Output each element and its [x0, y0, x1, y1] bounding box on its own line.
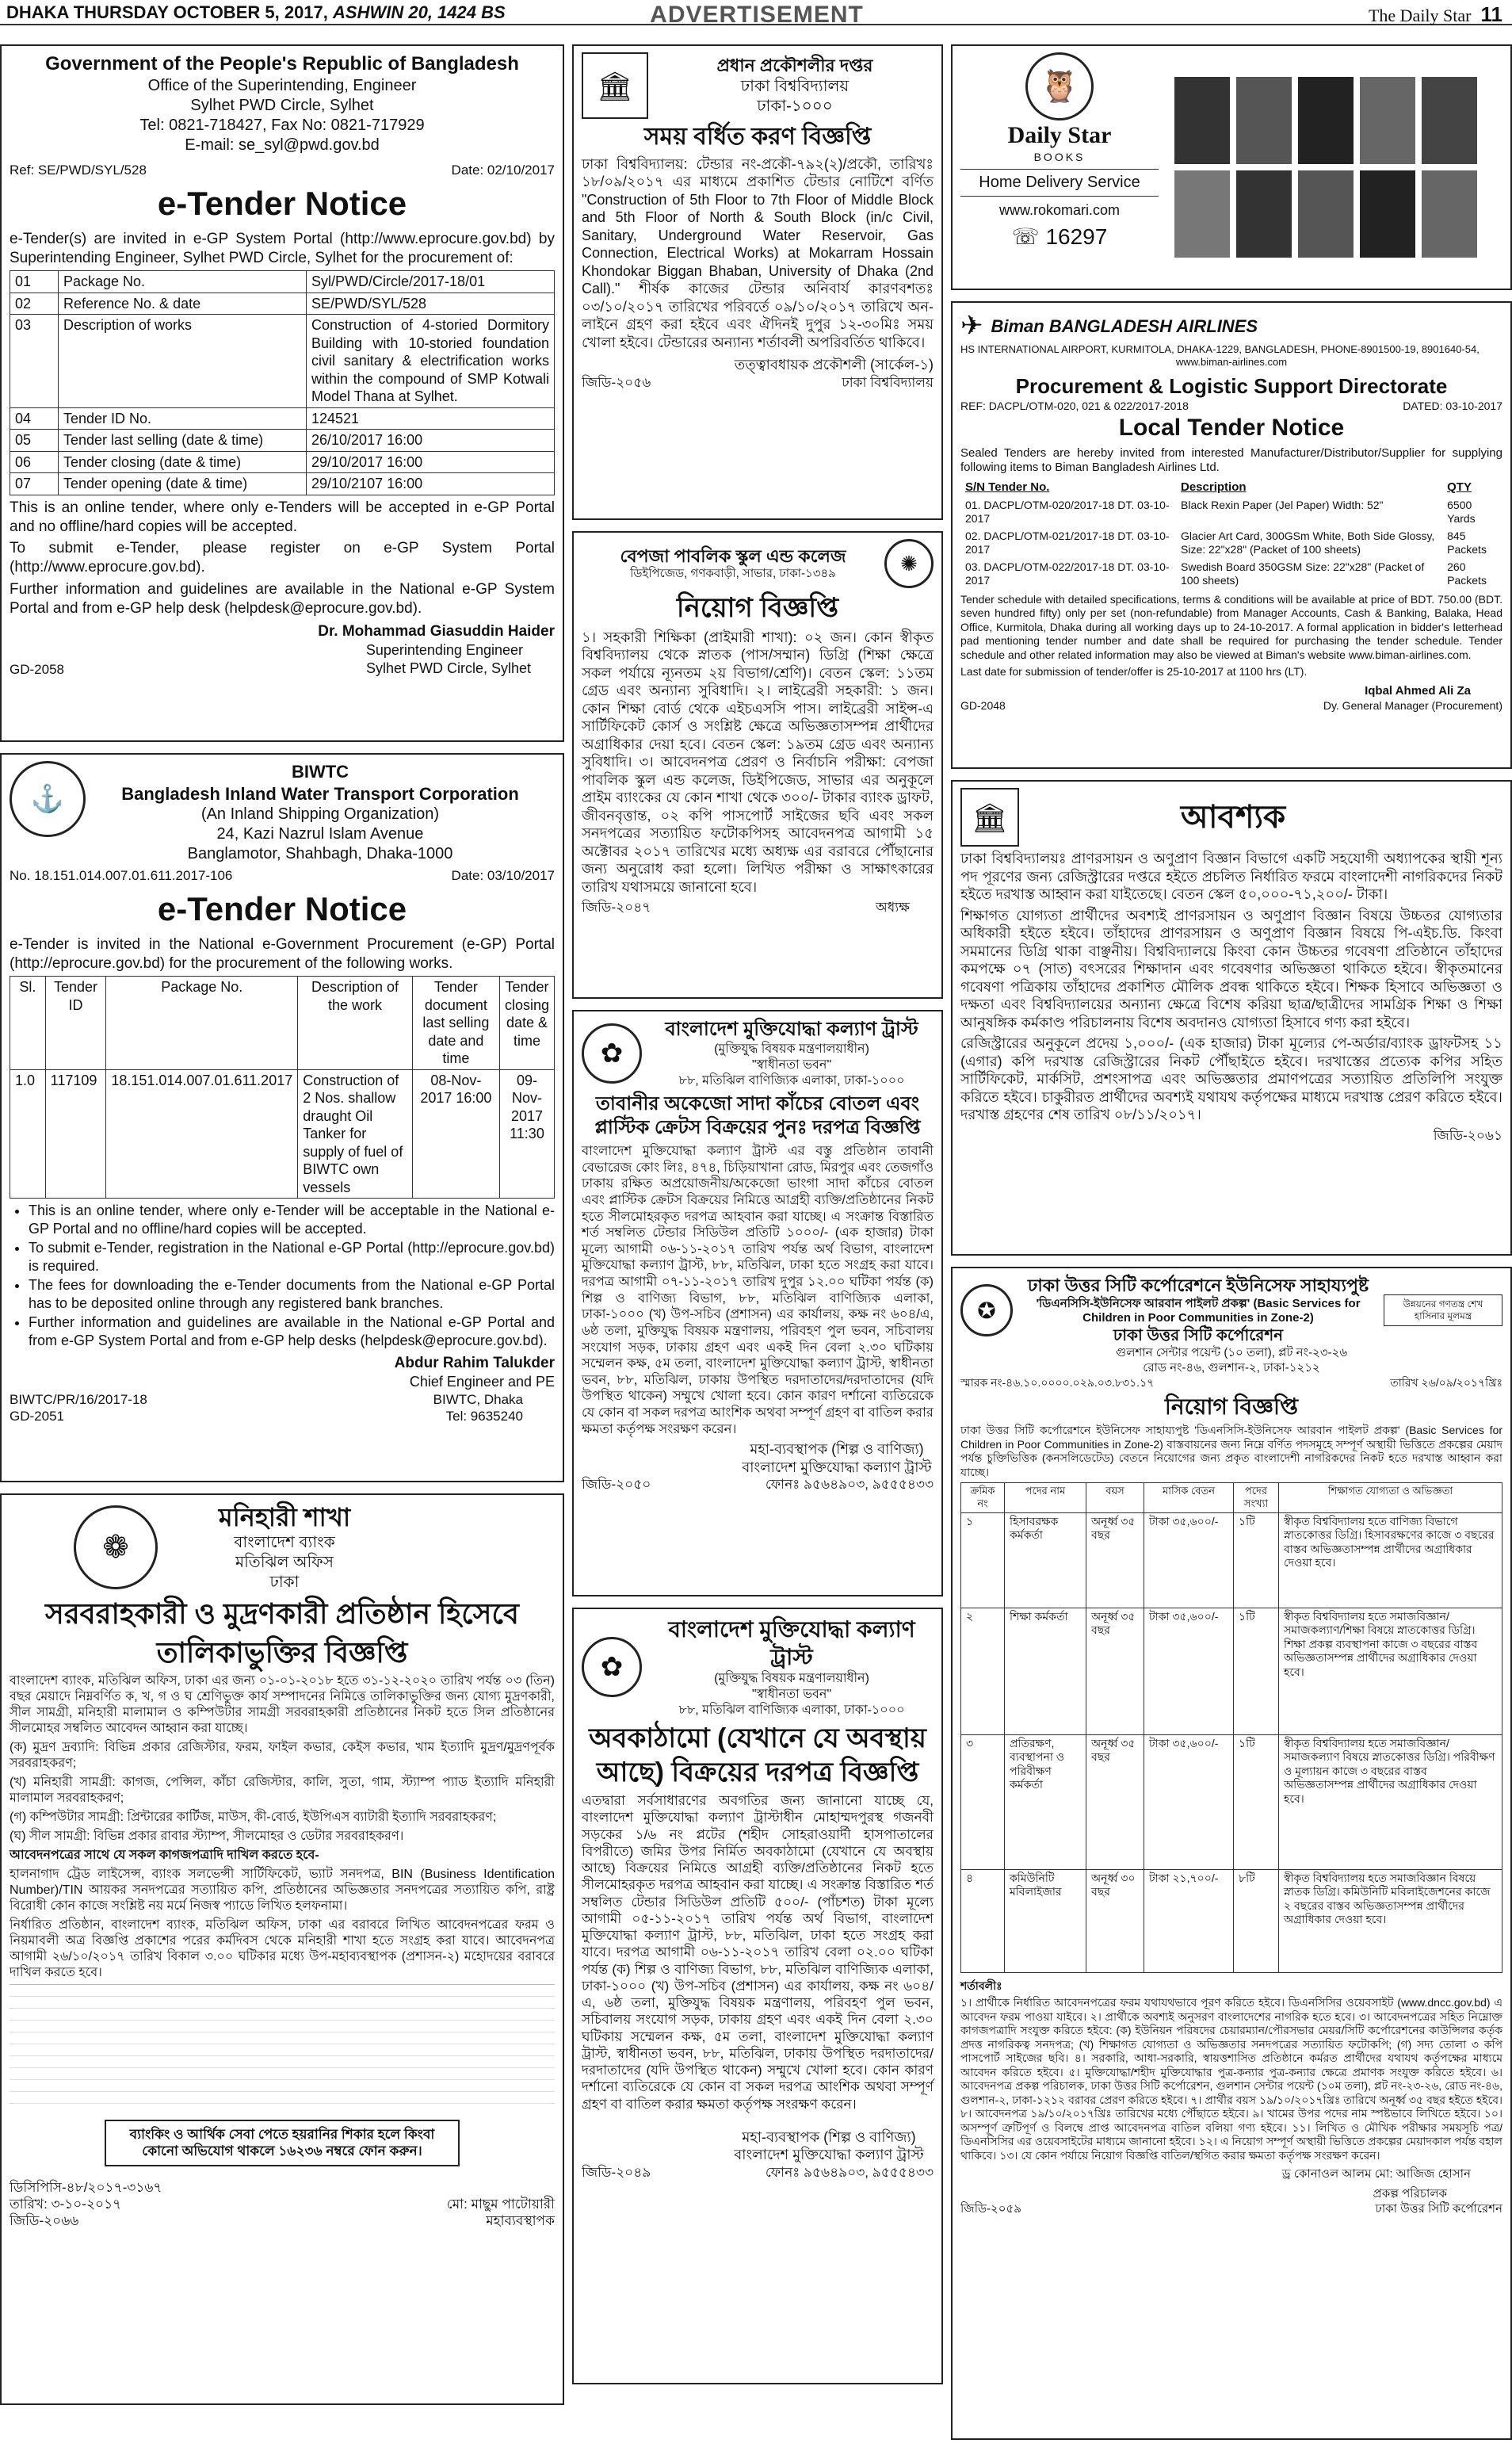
monihari-city: ঢাকা — [269, 1573, 300, 1591]
table-row — [10, 473, 555, 495]
cell: 29/10/2107 16:00 — [307, 473, 555, 495]
book-cover — [1174, 77, 1230, 164]
bepza-headline: নিয়োগ বিজ্ঞপ্তি — [676, 593, 839, 623]
monihari-body2: নির্ধারিত প্রতিষ্ঠান, বাংলাদেশ ব্যাংক, মতিঝিল অফিস, ঢাকা এর বরাবরে লিখিত আবেদনপত্রের ফরম ও নিয়মাবলী অত্র বিজ্ঞপ্তি প্রকাশের পরের কর্মদিবস থেকে মনিহারী শাখা হতে সংগ্রহ করা যাবে। আবেদনপত্র আগামী ২৬/১০/২০১৭ তারিখ বিকাল ৩.০০ ঘটিকার মধ্যে উপ-মহাব্যবস্থাপক (প্রশাসন-২) মহোদয়ের বরাবরে দাখিল করতে হবে। — [10, 1918, 555, 1979]
dstar-phone: 16297 — [1045, 224, 1108, 249]
monihari-helpline-box: ব্যাংকিং ও আর্থিক সেবা পেতে হয়রানির শিকার হলে কিংবা কোনো অভিযোগ থাকলে ১৬২৩৬ নম্বরে ফোন করুন। — [105, 2120, 460, 2166]
mukti2-sig: মহা-ব্যবস্থাপক (শিল্প ও বাণিজ্য) — [742, 2128, 916, 2145]
monihari-title2: তালিকাভুক্তির বিজ্ঞপ্তি — [156, 1636, 408, 1669]
list-item: • To submit e-Tender, registration in the National e-GP Portal (http://eprocure.gov.bd) is required. — [29, 1239, 555, 1275]
dncc-sig: ড্র কোনাওল আলম মো: আজিজ হোসান — [1281, 2167, 1471, 2181]
table-row — [961, 1512, 1502, 1608]
dncc-headline: ঢাকা উত্তর সিটি কর্পোরেশনে ইউনিসেফ সাহায্যপুষ্ট — [1027, 1275, 1369, 1295]
pwd-ref: Ref: SE/PWD/SYL/528 — [10, 163, 147, 178]
biman-dir: Procurement & Logistic Support Directorate — [1015, 374, 1448, 398]
table-row — [961, 1734, 1502, 1869]
cell: হিসাবরক্ষক কর্মকর্তা — [1005, 1512, 1086, 1608]
dncc-date: তারিখ ২৬/০৯/২০১৭খ্রিঃ — [1390, 1375, 1502, 1389]
pwd-tel: Tel: 0821-718427, Fax No: 0821-717929 — [139, 117, 425, 134]
biwtc-sig-office: BIWTC, Dhaka — [433, 1391, 523, 1407]
biwtc-table — [10, 976, 555, 1199]
biman-gd: GD-2048 — [960, 698, 1006, 712]
dncc-memo: স্মারক নং-৪৬.১০.০০০০.০২৯.০৩.৮৩১.১৭ — [960, 1375, 1155, 1389]
dncc-badge: উন্নয়নের গণতন্ত্র শেখ হাসিনার মূলমন্ত্র — [1384, 1294, 1502, 1326]
th: Description — [1181, 480, 1247, 494]
list-item: • This is an online tender, where only e-Tender will be acceptable in the National e-GP Portal and no offline/hard copies will be accepted. — [29, 1202, 555, 1237]
th: Description of the work — [298, 977, 413, 1070]
th: পদের সংখ্যা — [1234, 1483, 1279, 1513]
pwd-office: Office of the Superintending, Engineer — [147, 77, 417, 94]
section-title: ADVERTISEMENT — [650, 2, 864, 28]
chief-gd: জিডি-২০৫৬ — [582, 374, 651, 390]
biman-table — [960, 479, 1502, 590]
cell: ১টি — [1234, 1512, 1279, 1608]
biman-foot — [960, 699, 1502, 713]
th: পদের নাম — [1005, 1483, 1086, 1513]
monihari-title1: সরবরাহকারী ও মুদ্রণকারী প্রতিষ্ঠান হিসেবে — [45, 1597, 519, 1630]
mukti1-phone: ফোনঃ ৯৫৬৪৯০৩, ৯৫৫৫৪৩৩ — [765, 1477, 934, 1493]
mukti2-headline: অবকাঠামো (যেখানে যে অবস্থায় আছে) বিক্রয়ের দরপত্র বিজ্ঞপ্তি — [589, 1723, 926, 1788]
biman-dated: DATED: 03-10-2017 — [1403, 399, 1502, 412]
biman-addr: HS INTERNATIONAL AIRPORT, KURMITOLA, DHAKA-1229, BANGLADESH, PHONE-8901500-19, 8901640-54, — [960, 342, 1480, 355]
biman-last: Last date for submission of tender/offer is 25-10-2017 at 1100 hrs (LT). — [960, 665, 1308, 679]
pwd-sig-name: Dr. Mohammad Giasuddin Haider — [318, 623, 555, 640]
ad-mukti-2 — [572, 1608, 943, 2384]
monihari-branch: মনিহারী শাখা — [218, 1503, 351, 1531]
book-cover — [1422, 170, 1477, 258]
du-qual: শিক্ষাগত যোগ্যতা প্রার্থীদের অবশ্যই প্রাণরসায়ন ও অণুপ্রাণ বিজ্ঞান বিষয়ে উচ্চতর যোগ্যতার অধিকারী হইতে হইবে। তাঁহাদের প্রাণরসায়ন ও অণুপ্রাণ বিজ্ঞান বিষয়ে পি-এইচ.ডি. কিংবা সমমানের ডিগ্রি থাকা বাঞ্ছনীয়। বিশ্ববিদ্যালয়ে কিংবা কোন উচ্চতর গবেষণা প্রতিষ্ঠানে তাঁহাদের কমপক্ষে ০৭ (সাত) বৎসরের শিক্ষাদান এবং গবেষণার অভিজ্ঞতা থাকিতে হইবে। স্বীকৃতমানের গবেষণা পত্রিকায় তাঁহাদের প্রকাশিত মৌলিক প্রবন্ধ থাকিতে হইবে। শিক্ষক হিসাবে অভিজ্ঞতা ও দক্ষতা এবং বিশ্ববিদ্যালয়ের অন্যান্য ক্ষেত্রে বিশেষ করিয়া ছাত্র/ছাত্রীদের সামগ্রিক শিক্ষা ও শিক্ষা আনুষঙ্গিক কর্মকাণ্ড পরিচালনায় বিশেষ অবদানও যোগ্যতা হিসাবে গণ্য করা হইবে। — [960, 907, 1502, 1030]
dncc-sig-office: ঢাকা উত্তর সিটি কর্পোরেশন — [1375, 2201, 1502, 2216]
table-row — [960, 497, 1502, 528]
table-row — [960, 528, 1502, 559]
trust-logo-icon: ✿ — [582, 1023, 642, 1084]
dncc-addr2: রোড নং-৪৬, গুলশান-২, ঢাকা-১২১২ — [1143, 1360, 1320, 1375]
cell: Description of works — [59, 315, 307, 408]
cell: 04 — [10, 407, 59, 430]
cell: কমিউনিটি মবিলাইজার — [1005, 1869, 1086, 1972]
book-cover — [1360, 77, 1415, 164]
dstar-service: Home Delivery Service — [960, 169, 1159, 197]
pwd-intro: e-Tender(s) are invited in e-GP System Portal (http://www.eprocure.gov.bd) by Superintending Engineer, Sylhet PWD Circle, Sylhet for the procurement of: — [10, 230, 555, 266]
biwtc-logo-icon: ⚓ — [10, 761, 86, 837]
monihari-body: বাংলাদেশ ব্যাংক, মতিঝিল অফিস, ঢাকা এর জন্য ০১-০১-২০১৮ হতে ৩১-১২-২০২০ তারিখ পর্যন্ত ০৩ (তিন) বছর মেয়াদে নিম্নবর্ণিত ক, খ, গ ও ঘ শ্রেণিভুক্ত কার্য সম্পাদনের নিমিত্তে তালিকাভুক্তির জন্য যোগ্য মুদ্রণকারী, সীল সামগ্রী, মনিহারী মালামাল ও কম্পিউটার সামগ্রী সরবরাহকারী প্রতিষ্ঠানের নিকট হতে সিল প্রতিষ্ঠানের সীলমোহর সম্বলিত আবেদন আহ্বান করা যাচ্ছে। — [10, 1674, 555, 1735]
du-logo-icon: 🏛 — [582, 52, 648, 119]
owl-logo-icon: 🦉 — [1025, 52, 1094, 120]
pwd-title: e-Tender Notice — [157, 185, 407, 223]
cell: Reference No. & date — [59, 293, 307, 315]
biwtc-addr1: 24, Kazi Nazrul Islam Avenue — [216, 825, 424, 843]
cell: টাকা ৩৫,৬০০/- — [1144, 1734, 1234, 1869]
biwtc-bullets — [10, 1202, 555, 1349]
table-row — [10, 407, 555, 430]
cell: Package No. — [59, 271, 307, 293]
cell: Syl/PWD/Circle/2017-18/01 — [307, 271, 555, 293]
mukti1-gd: জিডি-২০৫০ — [582, 1477, 651, 1493]
cell: অনূর্ধ্ব ৩৫ বছর — [1086, 1734, 1144, 1869]
column-2 — [572, 44, 943, 2396]
dncc-addr: গুলশান সেন্টার পয়েন্ট (১০ তলা), প্লট নং-২৩-২৬ — [1115, 1346, 1348, 1359]
biwtc-gd: GD-2051 — [10, 1408, 64, 1424]
mukti1-sig2: বাংলাদেশ মুক্তিযোদ্ধা কল্যাণ ট্রাস্ট — [742, 1459, 932, 1475]
list-item: • Further information and guidelines are available in the National e-GP Portal and from e-GP System Portal and from e-GP help desks (helpdesk@eprocure.gov.bd). — [29, 1313, 555, 1349]
mukti2-addr: ৮৮, মতিঝিল বাণিজ্যিক এলাকা, ঢাকা-১০০০ — [678, 1703, 905, 1717]
cell: 845 Packets — [1447, 529, 1487, 556]
pwd-date: Date: 02/10/2017 — [451, 163, 555, 178]
ad-mukti-1 — [572, 1010, 943, 1596]
cell: Black Rexin Paper (Jel Paper) Width: 52" — [1181, 498, 1384, 511]
dncc-office: ঢাকা উত্তর সিটি কর্পোরেশন — [1113, 1327, 1284, 1344]
cell: 07 — [10, 473, 59, 495]
chief-foot — [582, 374, 934, 391]
monihari-docs: হালনাগাদ ট্রেড লাইসেন্স, ব্যাংক সলভেন্সী সার্টিফিকেট, ভ্যাট সনদপত্র, BIN (Business Identification Number)/TIN আয়কর সনদপত্রের সত্যায়িত কপি, প্রতিষ্ঠানের অভিজ্ঞতার সনদপত্রের সত্যায়িত কপি, রাষ্ট্র বিরোধী কোন কাজে সংশ্লিষ্ট নয় মর্মে নিজস্ব প্যাডে লিখিত হলফনামা। — [10, 1868, 555, 1913]
cell: ১ — [961, 1512, 1005, 1608]
mukti1-title: বাংলাদেশ মুক্তিযোদ্ধা কল্যাণ ট্রাস্ট — [665, 1019, 918, 1040]
table-row — [10, 451, 555, 473]
biwtc-corp: Bangladesh Inland Water Transport Corporation — [121, 783, 519, 804]
mukti1-sub: (মুক্তিযুদ্ধ বিষয়ক মন্ত্রণালয়াধীন) — [714, 1042, 869, 1056]
mukti2-bhaban: "স্বাধীনতা ভবন" — [751, 1688, 832, 1701]
biman-brand: Biman BANGLADESH AIRLINES — [991, 315, 1258, 336]
monihari-sig: মো: মাছুম পাটোয়ারী — [446, 2196, 555, 2212]
book-cover — [1236, 170, 1292, 258]
dncc-project: 'ডিএনসিসি-ইউনিসেফ আরবান পাইলট প্রকল্প' (Basic Services for Children in Poor Communities in Zone-2) — [1036, 1296, 1361, 1325]
table-header-row — [10, 977, 555, 1070]
cell: শিক্ষা কর্মকর্তা — [1005, 1608, 1086, 1734]
du-body2: রেজিস্ট্রারের অনুকূলে প্রদেয় ১,০০০/- (এক হাজার) টাকা মূল্যের পে-অর্ডার/ব্যাংক ড্রাফটসহ ১১ (এগার) কপি দরখাস্ত রেজিস্ট্রারের নিকট পৌঁছাইতে হইবে। দরখাস্তের প্রত্যেক কপির সহিত সার্টিফিকেট, মার্কসিট, প্রশংসাপত্র এবং অভিজ্ঞতার প্রমাণপত্রের সত্যায়িত প্রতিলিপি সংযুক্ত করিতে হইবে। চাকুরীরত প্রার্থীদের অবশ্যই যথাযথ কর্তৃপক্ষের মাধ্যমে দরখাস্ত প্রেরণ করিতে হইবে। দরখাস্ত গ্রহণের শেষ তারিখ ০৮/১১/২০১৭। — [960, 1035, 1502, 1122]
pwd-sig-title: Superintending Engineer — [365, 642, 523, 658]
monihari-office: মতিঝিল অফিস — [235, 1554, 334, 1571]
book-cover — [1422, 77, 1477, 164]
cell: 05 — [10, 430, 59, 452]
cell: 03 — [10, 315, 59, 408]
cell: Tender opening (date & time) — [59, 473, 307, 495]
table-row — [10, 271, 555, 293]
cell: স্বীকৃত বিশ্ববিদ্যালয় হতে বাণিজ্য বিভাগে স্নাতকোত্তর ডিগ্রি। হিসাবরক্ষণের কাজে ৩ বছরের বাস্তব অভিজ্ঞতাসম্পন্ন প্রার্থীদের অগ্রাধিকার দেওয়া হবে। — [1279, 1512, 1502, 1608]
biwtc-date: Date: 03/10/2017 — [451, 868, 555, 883]
th: S/N Tender No. — [965, 480, 1050, 494]
table-row — [960, 559, 1502, 590]
monihari-bank: বাংলাদেশ ব্যাংক — [234, 1534, 335, 1551]
dateline: DHAKA THURSDAY OCTOBER 5, 2017, — [6, 2, 328, 22]
pwd-refline — [10, 162, 555, 178]
cell: অনূর্ধ্ব ৩৫ বছর — [1086, 1512, 1144, 1608]
du-logo-icon: 🏛 — [960, 788, 1019, 847]
ad-daily-star-books — [951, 44, 1512, 290]
cell: ৮টি — [1234, 1869, 1279, 1972]
mukti2-foot — [582, 2164, 934, 2181]
bepza-foot — [582, 899, 934, 916]
monihari-ref: ডিসিপিসি-৪৮/২০১৭-৩১৬৭ — [10, 2179, 162, 2195]
masthead-date — [6, 2, 506, 24]
cell: টাকা ৩৫,৬০০/- — [1144, 1512, 1234, 1608]
table-row — [961, 1608, 1502, 1734]
dncc-foot — [960, 2202, 1502, 2217]
cell: SE/PWD/SYL/528 — [307, 293, 555, 315]
bepza-sig: অধ্যক্ষ — [876, 900, 910, 915]
biman-sig: Iqbal Ahmed Ali Za — [1365, 683, 1471, 698]
biwtc-name: BIWTC — [291, 762, 349, 782]
biman-web: www.biman-airlines.com — [1175, 355, 1288, 368]
biwtc-sig-name: Abdur Rahim Talukder — [394, 1355, 555, 1372]
monihari-foot2 — [10, 2196, 555, 2212]
biman-refline — [960, 400, 1502, 414]
th: Tender closing date & time — [499, 977, 554, 1070]
table-header-row — [960, 479, 1502, 497]
ad-bepza — [572, 531, 943, 999]
monihari-foot1 — [10, 2179, 555, 2196]
cell: ৪ — [961, 1869, 1005, 1972]
cell: 6500 Yards — [1447, 498, 1476, 526]
column-3 — [951, 44, 1512, 2451]
mukti2-gd: জিডি-২০৪৯ — [582, 2164, 651, 2180]
chief-univ: ঢাকা বিশ্ববিদ্যালয় — [740, 77, 850, 95]
bangladesh-bank-logo-icon: ❁ — [74, 1505, 158, 1589]
ad-monihari — [0, 1493, 564, 2405]
cell: Tender ID No. — [59, 407, 307, 430]
biman-ref: REF: DACPL/OTM-020, 021 & 022/2017-2018 — [960, 399, 1189, 412]
cell: 02 — [10, 293, 59, 315]
chief-sig-office: ঢাকা বিশ্ববিদ্যালয় — [842, 374, 934, 390]
biwtc-ref: BIWTC/PR/16/2017-18 — [10, 1391, 147, 1407]
biwtc-tel: Tel: 9635240 — [445, 1408, 523, 1424]
chief-headline: সময় বর্ধিত করণ বিজ্ঞপ্তি — [643, 124, 872, 150]
pwd-email: E-mail: se_syl@pwd.gov.bd — [185, 136, 380, 154]
mukti2-phone: ফোনঃ ৯৫৬৪৯০৩, ৯৫৫৫৪৩৩ — [765, 2164, 934, 2180]
column-1 — [0, 44, 564, 2416]
th: QTY — [1447, 480, 1472, 494]
dncc-sig-title: প্রকল্প পরিচালক — [1373, 2186, 1447, 2201]
biman-body: Tender schedule with detailed specifications, terms & conditions will be available at price of BDT. 750.00 (BDT. seven hundred fifty) only per set (non-refundable) from Manager Accounts, Cash & Banking, Balaka, Head Office, Kurmitola, Dhaka during all working days up to 24-10-2017. A formal application in bidder's letterhead pad mentioning tender number and date shall be required for purchasing the tender schedule. Tender schedule and other related information may also be viewed at Biman's website www.biman-airlines.com. — [960, 592, 1502, 661]
cell: Tender closing (date & time) — [59, 451, 307, 473]
book-cover — [1174, 170, 1230, 258]
book-cover — [1236, 77, 1292, 164]
book-cover — [1360, 170, 1415, 258]
monihari-foot3 — [10, 2212, 555, 2229]
bepza-gd: জিডি-২০৪৭ — [582, 900, 651, 915]
paper-name: The Daily Star — [1368, 6, 1472, 25]
th: মাসিক বেতন — [1144, 1483, 1234, 1513]
cell: 02. DACPL/OTM-021/2017-18 DT. 03-10-2017 — [965, 529, 1170, 556]
mukti2-sub: (মুক্তিযুদ্ধ বিষয়ক মন্ত্রণালয়াধীন) — [714, 1672, 869, 1685]
dncc-gd: জিডি-২০৫৯ — [960, 2201, 1022, 2216]
cell: 01. DACPL/OTM-020/2017-18 DT. 03-10-2017 — [965, 498, 1170, 526]
monihari-docs-title: আবেদনপত্রের সাথে যে সকল কাগজপত্রাদি দাখিল করতে হবে- — [10, 1849, 319, 1862]
th: Tender ID — [45, 977, 106, 1070]
table-row — [961, 1869, 1502, 1972]
cell: 06 — [10, 451, 59, 473]
table-row — [10, 293, 555, 315]
trust-logo-icon: ✿ — [582, 1637, 642, 1697]
biwtc-org: (An Inland Shipping Organization) — [200, 805, 440, 823]
ad-pwd — [0, 44, 564, 742]
chief-city: ঢাকা-১০০০ — [757, 97, 833, 115]
cell: অনূর্ধ্ব ৩০ বছর — [1086, 1869, 1144, 1972]
dncc-title: নিয়োগ বিজ্ঞপ্তি — [1164, 1394, 1299, 1419]
biwtc-title: e-Tender Notice — [157, 890, 407, 928]
list-item: • The fees for downloading the e-Tender documents from the National e-GP Portal has to be deposited online through any registered bank branches. — [29, 1276, 555, 1312]
mukti2-sig2: বাংলাদেশ মুক্তিযোদ্ধা কল্যাণ ট্রাস্ট — [734, 2147, 924, 2163]
dstar-books: BOOKS — [1033, 150, 1086, 163]
bepza-body: ১। সহকারী শিক্ষিকা (প্রাইমারী শাখা): ০২ জন। কোন স্বীকৃত বিশ্ববিদ্যালয় থেকে স্নাতক (পাস/সম্মান) ডিগ্রি (শিক্ষা ক্ষেত্রে সকল পর্যায়ে ন্যূনতম ২য় বিভাগ/শ্রেণি)। বেতন স্কেল: ১১তম গ্রেড এবং অন্যান্য সুবিধাদি। ২। লাইব্রেরী সহকারী: ১ জন। কোন শিক্ষা বোর্ড থেকে এইচএসসি পাস। লাইব্রেরী সাইন্স-এ সার্টিফিকেট কোর্স ও সংশ্লিষ্ট ক্ষেত্রে অভিজ্ঞতাসম্পন্ন প্রার্থীদের অগ্রাধিকার দেয়া হবে। বেতন স্কেল: ১৯তম গ্রেড এবং অন্যান্য সুবিধাদি। ৩। আবেদনপত্র প্রেরণ ও নির্বাচনি পরীক্ষা: বেপজা পাবলিক স্কুল এন্ড কলেজ, ডিইপিজেড, সাভার এর অনুকূলে প্রাইম ব্যাংকের যে কোন শাখা থেকে ৩০০/- টাকার ব্যাংক ড্রাফট, জীবনবৃত্তান্ত, ০২ কপি পাসপোর্ট সাইজের ছবি এবং সকল সনদপত্রের সত্যায়িত ফটোকপিসহ আবেদনপত্র আগামী ১৫ অক্টোবর ২০১৭ তারিখের মধ্যে অধ্যক্ষ এর বরাবরে পৌঁছানোর জন্য অনুরোধ করা হলো। লিখিত পরীক্ষা ও সাক্ষাৎকারের তারিখ যথাসময়ে জানানো হবে। — [582, 629, 934, 895]
mukti2-body: এতদ্বারা সর্বসাধারণের অবগতির জন্য জানানো যাচ্ছে যে, বাংলাদেশ মুক্তিযোদ্ধা কল্যাণ ট্রাস্টাধীন মোহাম্মদপুরস্থ গজনবী সড়কের ১/৬ নং প্লটের (শহীদ সোহরাওয়ার্দী হাসপাতালের বিপরীতে) জমির উপর নির্মিত অবকাঠামো (যেখানে যে অবস্থায় আছে) বিক্রয়ের নিমিত্তে আগ্রহী ব্যক্তি/প্রতিষ্ঠানের নিকট হতে সীলমোহরকৃত দরপত্র আহবান করা যাচ্ছে। এ সংক্রান্ত বিস্তারিত শর্ত সম্বলিত টেন্ডার সিডিউল প্রতিটি ৫০০/- (পাঁচশত) টাকা মূল্যে আগামী ০৫-১১-২০১৭ তারিখ পর্যন্ত অর্থ বিভাগ, বাংলাদেশ মুক্তিযোদ্ধা কল্যাণ ট্রাস্ট, ৮৮, মতিঝিল, ঢাকা হতে সংগ্রহ করা যাবে। দরপত্র আগামী ০৬-১১-২০১৭ তারিখ বেলা ০২.০০ ঘটিকা পর্যন্ত (ক) শিল্প ও বাণিজ্য বিভাগ, ৮৮, মতিঝিল বাণিজ্যিক এলাকা, ঢাকা-১০০০ (খ) উপ-সচিব (প্রশাসন) এর কার্যালয়, কক্ষ নং ৬০৪/এ, ৬ষ্ঠ তলা, মুক্তিযুদ্ধ বিষয়ক মন্ত্রণালয়, পরিবহণ পুল ভবন, সচিবালয় সংযোগ সড়ক, ঢাকায় গ্রহণ এবং একই দিন বেলা ২.৩০ ঘটিকায় সম্মেলন কক্ষ, ৫ম তলা, বাংলাদেশ মুক্তিযোদ্ধা কল্যাণ ট্রাস্ট, স্বাধীনতা ভবন, ৮৮, মতিঝিল, ঢাকায় উপস্থিত দরদাতাদের/দরদাতাদের (যদি উপস্থিত থাকেন) সম্মুখে খোলা হবে। কোন কারণ দর্শানো ব্যতিরেকে যে কোন বা সকল দরপত্র আংশিক অথবা সম্পূর্ণ গ্রহণ বা বাতিল করার ক্ষমতা কর্তৃপক্ষ সংরক্ষণ করেন। — [582, 1793, 934, 2112]
cell: অনূর্ধ্ব ৩৫ বছর — [1086, 1608, 1144, 1734]
mukti1-addr: ৮৮, মতিঝিল বাণিজ্যিক এলাকা, ঢাকা-১০০০ — [678, 1074, 905, 1088]
chief-title: প্রধান প্রকৌশলীর দপ্তর — [716, 55, 873, 76]
du-foot — [960, 1127, 1502, 1144]
cell: Construction of 2 Nos. shallow draught Oil Tanker for supply of fuel of BIWTC own vessels — [298, 1069, 413, 1199]
cell: Construction of 4-storied Dormitory Building with 10-storied foundation civil sanitary & electrification works within the compound of SMP Kotwali Model Thana at Sylhet. — [307, 315, 555, 408]
cell: 08-Nov-2017 16:00 — [412, 1069, 499, 1199]
cell: 18.151.014.007.01.611.2017 — [106, 1069, 298, 1199]
ad-chief-engineer — [572, 44, 943, 520]
cell: 26/10/2017 16:00 — [307, 430, 555, 452]
masthead — [0, 0, 1512, 28]
ad-dncc — [951, 1267, 1512, 2440]
dncc-memoline — [960, 1376, 1502, 1390]
dstar-logo: Daily Star — [1007, 122, 1112, 148]
monihari-item: (খ) মনিহারী সামগ্রী: কাগজ, পেন্সিল, কাঁচা রেজিস্টার, কালি, সুতা, গাম, স্ট্যাম্প প্যাড ইত্যাদি মনিহারী মালামাল সরবরাহকরণ; — [10, 1776, 555, 1805]
monihari-gd: জিডি-২০৬৬ — [10, 2213, 79, 2228]
dncc-intro: ঢাকা উত্তর সিটি কর্পোরেশনে ইউনিসেফ সাহায্যপুষ্ট 'ডিএনসিসি-ইউনিসেফ আরবান পাইলট প্রকল্প' (Basic Services for Children in Poor Communities in Zone-2) বাস্তবায়নের জন্য নিম্নে বর্ণিত পদসমূহে সম্পূর্ণ অস্থায়ী ভিত্তিতে প্রকল্পের মেয়াদ পর্যন্ত চুক্তিভিত্তিক (কনসলিডেটেড) বেতনে নিয়োগের জন্য প্রকৃত বাংলাদেশী নাগরিকদের নিকট হতে দরখাস্ত আহ্বান করা যাচ্ছে। — [960, 1424, 1502, 1478]
cell: 09-Nov-2017 11:30 — [499, 1069, 554, 1199]
cell: ৩ — [961, 1734, 1005, 1869]
biman-intro: Sealed Tenders are hereby invited from interested Manufacturer/Distributor/Supplier for supplying following items to Biman Bangladesh Airlines Ltd. — [960, 445, 1502, 475]
table-header-row — [961, 1483, 1502, 1513]
cell: 1.0 — [10, 1069, 46, 1199]
phone-icon: ☏ — [1011, 224, 1040, 249]
biman-title: Local Tender Notice — [1118, 415, 1345, 441]
page-number: 11 — [1480, 2, 1502, 26]
cell: ১টি — [1234, 1608, 1279, 1734]
table-row — [10, 315, 555, 408]
cell: স্বীকৃত বিশ্ববিদ্যালয় হতে সমাজবিজ্ঞান/সমাজকল্যাণ/শিক্ষা বিষয়ে স্নাতকোত্তর ডিগ্রি। শিক্ষা প্রকল্প ব্যবস্থাপনা কাজে ৩ বছরের বাস্তব অভিজ্ঞতাসম্পন্ন প্রার্থীদের অগ্রাধিকার দেওয়া হবে। — [1279, 1608, 1502, 1734]
cell: 03. DACPL/OTM-022/2017-18 DT. 03-10-2017 — [965, 560, 1170, 587]
chief-body: ঢাকা বিশ্ববিদ্যালয়: টেন্ডার নং-প্রকৌ-৭৯২(২)/প্রকৌ, তারিখঃ ১৮/০৯/২০১৭ এর মাধ্যমে প্রকাশিত টেন্ডার নোটিশে বর্ণিত "Construction of 5th Floor to 7th Floor of Middle Block and 5th Floor of North & South Block (in/c Civil, Sanitary, Underground Water Reservoir, Gas Connection, Electrical Works) at Mokarram Hossain Khondokar Biggan Bhaban, University of Dhaka (2nd Call)." শীর্ষক কাজের টেন্ডার অনিবার্য কারণবশতঃ ০৩/১০/২০১৭ তারিখের পরিবর্তে ০৯/১০/২০১৭ তারিখে অন-লাইনে গ্রহণ করা হইবে এবং ঐদিনই দুপুর ১২-৩০মিঃ সময় খোলা হইবে। টেন্ডারের অন্যান্য শর্তাবলী অপরিবর্তিত থাকিবে। — [582, 155, 934, 350]
biwtc-foot1 — [10, 1391, 555, 1408]
masthead-paper — [1369, 2, 1502, 28]
book-covers — [1171, 52, 1502, 282]
cell: Swedish Board 350GSM Size: 22"x28" (Packet of 100 sheets) — [1181, 560, 1425, 587]
mukti2-title: বাংলাদেশ মুক্তিযোদ্ধা কল্যাণ ট্রাস্ট — [668, 1617, 915, 1669]
du-body: ঢাকা বিশ্ববিদ্যালয়ঃ প্রাণরসায়ন ও অণুপ্রাণ বিজ্ঞান বিভাগে একটি সহযোগী অধ্যাপকের স্থায়ী শূন্য পদ পূরণের জন্য রেজিস্ট্রারের দপ্তরে হইতে প্রচলিত নির্ধারিত ফরমে বাংলাদেশী নাগরিকদের নিকট হইতে দরখাস্ত আহ্বান করা যাইতেছে। বেতন স্কেল ৫০,০০০-৭১,২০০/- টাকা। — [960, 851, 1502, 902]
dncc-table — [960, 1482, 1502, 1973]
cell: 29/10/2017 16:00 — [307, 451, 555, 473]
mukti1-headline: তাবানীর অকেজো সাদা কাঁচের বোতল এবং প্লাস্টিক ক্রেটস বিক্রয়ের পুনঃ দরপত্র বিজ্ঞপ্তি — [594, 1093, 921, 1138]
monihari-item: (গ) কম্পিউটার সামগ্রী: প্রিন্টারের কার্টিজ, মাউস, কী-বোর্ড, ইউপিএস ব্যাটারী ইত্যাদি সরবরাহকরণ; — [10, 1811, 497, 1824]
biwtc-signature — [10, 1354, 555, 1390]
cell: Tender last selling (date & time) — [59, 430, 307, 452]
cell: 124521 — [307, 407, 555, 430]
mukti1-sig: মহা-ব্যবস্থাপক (শিল্প ও বাণিজ্য) — [750, 1441, 924, 1458]
th: বয়স — [1086, 1483, 1144, 1513]
bepza-addr: ডিইপিজেড, গণকবাড়ী, সাভার, ঢাকা-১৩৪৯ — [630, 567, 836, 581]
biwtc-sig-title: Chief Engineer and PE — [409, 1374, 555, 1390]
ad-biman — [951, 301, 1512, 769]
bepza-logo-icon: ✺ — [884, 539, 934, 588]
dncc-terms: ১। প্রার্থীকে নির্ধারিত আবেদনপত্রের ফরম যথাযথভাবে পূরণ করিতে হইবে। ডিএনসিসির ওয়েবসাইট (www.dncc.gov.bd) এ আবেদন ফরম পাওয়া যাইবে। ২। প্রার্থীকে অবশ্যই অনুসরণ বাংলাদেশের নাগরিক হতে হবে। ৩। আবেদনপত্রের সহিত নিম্নোক্ত কাগজপত্রাদি সংযুক্ত করিতে হইবে: (ক) ইউনিয়ন পরিষদের চেয়ারম্যান/পৌরসভার মেয়র/সিটি কর্পোরেশনের কাউন্সিলর কর্তৃক প্রদত্ত নাগরিকত্ব সনদপত্র; (খ) শিক্ষাগত যোগ্যতা ও অভিজ্ঞতার সনদপত্রের সত্যায়িত ফটোকপি; (গ) সদ্য তোলা ৩ কপি পাসপোর্ট সাইজের ছবি। ৪। সরকারি, আধা-সরকারি, স্বায়ত্তশাসিত প্রতিষ্ঠানে কর্মরত প্রার্থীদের যথাযথ কর্তৃপক্ষের মাধ্যমে আবেদন করিতে হইবে। ৫। মুক্তিযোদ্ধা/শহীদ মুক্তিযোদ্ধার পুত্র-কন্যার পুত্র-কন্যার ক্ষেত্রে প্রমাণক সংযুক্ত করিতে হইবে। ৬। আবেদনপত্র প্রকল্প পরিচালক, ঢাকা উত্তর সিটি কর্পোরেশন, গুলশান সেন্টার পয়েন্ট (১০ম তলা), প্লট নং-২৩-২৬, রোড নং-৪৬, গুলশান-২, ঢাকা-১২১২ বরাবর প্রেরণ করিতে হইবে। ৭। প্রার্থীর বয়স ১৯/১০/২০১৭খ্রিঃ তারিখে অনূর্ধ্ব ৩৫ বছর হইতে হইবে। ৮। আবেদনপত্র ১৯/১০/২০১৭খ্রিঃ তারিখের মধ্যে পৌঁছাতে হইবে। ৯। খামের উপর পদের নাম স্পষ্টভাবে লিখিতে হইবে। ১০। অসম্পূর্ণ ত্রুটিপূর্ণ ও বিলম্বে প্রাপ্ত আবেদনপত্র বাতিল বলিয়া গণ্য হইবে। ১১। লিখিত ও মৌখিক পরীক্ষার সময়সূচি পত্র/ডিএনসিসির এর ওয়েবসাইটের মাধ্যমে জানানো হইবে। ১২। এ নিয়োগ সম্পূর্ণ অস্থায়ী ভিত্তিতে প্রকল্পের মেয়াদকাল পর্যন্ত বহাল থাকিবে। ১৩। যে কোন পর্যায়ে নিয়োগ বিজ্ঞপ্তি বাতিল/স্থগিত করার ক্ষমতা কর্তৃপক্ষ সংরক্ষণ করেন। — [960, 1996, 1502, 2162]
cell: ২ — [961, 1608, 1005, 1734]
biman-logo-icon: ✈ — [960, 311, 983, 341]
pwd-p1: This is an online tender, where only e-Tenders will be accepted in e-GP Portal and no offline/hard copies will be accepted. — [10, 499, 555, 535]
cell: স্বীকৃত বিশ্ববিদ্যালয় হতে সমাজবিজ্ঞান/সমাজকল্যাণ বিষয়ে স্নাতকোত্তর ডিগ্রি। পরিবীক্ষণ ও মূল্যায়ন কাজে ৩ বছরের বাস্তব অভিজ্ঞতাসম্পন্ন প্রার্থীদের অগ্রাধিকার দেওয়া হবে। — [1279, 1734, 1502, 1869]
th: Sl. — [10, 977, 46, 1070]
ad-du-wanted — [951, 780, 1512, 1256]
th: ক্রমিক নং — [961, 1483, 1005, 1513]
dstar-url: www.rokomari.com — [998, 202, 1121, 218]
chief-sig: তত্ত্বাবধায়ক প্রকৌশলী (সার্কেল-১) — [734, 357, 934, 373]
mukti1-foot — [582, 1476, 934, 1493]
cell: 117109 — [45, 1069, 106, 1199]
mukti1-bhaban: "স্বাধীনতা ভবন" — [751, 1058, 832, 1072]
cell: 260 Packets — [1447, 560, 1487, 587]
th: Package No. — [106, 977, 298, 1070]
dncc-terms-title: শর্তাবলীঃ — [960, 1979, 1002, 1992]
dateline-bs: ASHWIN 20, 1424 BS — [333, 2, 506, 22]
pwd-sig-office: Sylhet PWD Circle, Sylhet — [365, 660, 531, 676]
pwd-p2: To submit e-Tender, please register on e-GP System Portal (http://www.eprocure.gov.bd). — [10, 540, 555, 575]
du-headline: আবশ্যক — [1180, 800, 1286, 835]
monihari-item: (ক) মুদ্রণ দ্রব্যাদি: বিভিন্ন প্রকার রেজিস্টার, ফরম, ফাইল কভার, কেইস কভার, খাম ইত্যাদি মুদ্রণ/মুদ্রণপূর্বক সরবরাহকরণ; — [10, 1741, 555, 1770]
biwtc-addr2: Banglamotor, Shahbagh, Dhaka-1000 — [187, 845, 453, 862]
monihari-item: (ঘ) সীল সামগ্রী: বিভিন্ন প্রকার রাবার স্ট্যাম্প, সীলমোহর ও ডেটার সরবরাহকরণ। — [10, 1830, 404, 1843]
pwd-table — [10, 270, 555, 495]
biwtc-foot2 — [10, 1408, 555, 1424]
du-gd: জিডি-২০৬১ — [1433, 1127, 1502, 1143]
pwd-gd: GD-2058 — [10, 662, 64, 677]
monihari-fine-print — [10, 1984, 555, 2112]
th: Tender document last selling date and time — [412, 977, 499, 1070]
book-cover — [1298, 170, 1354, 258]
book-cover — [1298, 77, 1354, 164]
table-row — [10, 430, 555, 452]
biwtc-refline — [10, 867, 555, 884]
th: শিক্ষাগত যোগ্যতা ও অভিজ্ঞতা — [1279, 1483, 1502, 1513]
cell: টাকা ৩৫,৬০০/- — [1144, 1608, 1234, 1734]
cell: স্বীকৃত বিশ্ববিদ্যালয় হতে সমাজবিজ্ঞান বিষয়ে স্নাতক ডিগ্রি। কমিউনিটি মবিলাইজেশনের কাজে ২ বছরের বাস্তব অভিজ্ঞতাসম্পন্ন প্রার্থীদের অগ্রাধিকার দেওয়া হবে। — [1279, 1869, 1502, 1972]
ad-biwtc — [0, 753, 564, 1482]
biman-sig-title: Dy. General Manager (Procurement) — [1323, 698, 1502, 712]
bepza-title: বেপজা পাবলিক স্কুল এন্ড কলেজ — [620, 545, 846, 566]
cell: 01 — [10, 271, 59, 293]
cell: Glacier Art Card, 300GSm White, Both Side Glossy, Size: 22"x28" (Packet of 100 sheets) — [1181, 529, 1435, 556]
biwtc-header — [10, 761, 555, 864]
cell: ১টি — [1234, 1734, 1279, 1869]
monihari-date: তারিখ: ৩-১০-২০১৭ — [10, 2196, 122, 2212]
table-row — [10, 1069, 555, 1199]
pwd-circle: Sylhet PWD Circle, Sylhet — [190, 97, 374, 114]
mukti1-body: বাংলাদেশ মুক্তিযোদ্ধা কল্যাণ ট্রাস্ট এর বস্তু প্রতিষ্ঠান তাবানী বেভারেজ কোং লিঃ, ৪৭৪, চিড়িয়াখানা রোড, মিরপুর এবং তেজগাঁও ঢাকায় রক্ষিত অপ্রয়োজনীয়/অকেজো ভাংগা সাদা কাঁচের বোতল এবং প্লাস্টিক ক্রেটস বিক্রয়ের নিমিত্তে আগ্রহী ব্যক্তি/প্রতিষ্ঠানের নিকট হতে সীলমোহরকৃত দরপত্র আহবান করা যাচ্ছে। এ সংক্রান্ত বিস্তারিত শর্ত সম্বলিত টেন্ডার সিডিউল প্রতিটি ১০০০/- (এক হাজার) টাকা মূল্যে আগামী ০৬-১১-২০১৭ তারিখ পর্যন্ত অর্থ বিভাগ, বাংলাদেশ মুক্তিযোদ্ধা কল্যাণ ট্রাস্ট, ৮৮, মতিঝিল, ঢাকা হতে সংগ্রহ করা যাবে। দরপত্র আগামী ০৭-১১-২০১৭ তারিখ দুপুর ১২.০০ ঘটিকা পর্যন্ত (ক) শিল্প ও বাণিজ্য বিভাগ, ৮৮, মতিঝিল বাণিজ্যিক এলাকা, ঢাকা-১০০০ (খ) উপ-সচিব (প্রশাসন) এর কার্যালয়, কক্ষ নং ৬০৪/এ, ৬ষ্ঠ তলা, মুক্তিযুদ্ধ বিষয়ক মন্ত্রণালয়, পরিবহণ পুল ভবন, সচিবালয় সংযোগ সড়ক, ঢাকায় গ্রহণ এবং একই দিন বেলা ২.৩০ ঘটিকায় সম্মেলন কক্ষ, ৫ম তলা, বাংলাদেশ মুক্তিযোদ্ধা কল্যাণ ট্রাস্ট, স্বাধীনতা ভবন, ৮৮, মতিঝিল, ঢাকায় উপস্থিত দরদাতাদের/দরদাতাদের (যদি উপস্থিত থাকেন) সম্মুখে খোলা হবে। কোন কারণ দর্শানো ব্যতিরেকে যে কোন বা সকল দরপত্র আংশিক অথবা সম্পূর্ণ গ্রহণ বা বাতিল করার ক্ষমতা কর্তৃপক্ষ সংরক্ষণ করেন। — [582, 1144, 934, 1436]
pwd-gov: Government of the People's Republic of Bangladesh — [45, 53, 519, 75]
cell: প্রতিরক্ষণ, ব্যবস্থাপনা ও পরিবীক্ষণ কর্মকর্তা — [1005, 1734, 1086, 1869]
monihari-sig-title: মহাব্যবস্থাপক — [486, 2213, 555, 2228]
cell: টাকা ২১,৭০০/- — [1144, 1869, 1234, 1972]
biwtc-no: No. 18.151.014.007.01.611.2017-106 — [10, 868, 233, 883]
pwd-p3: Further information and guidelines are available in the National e-GP System Portal and from e-GP help desk (helpdesk@eprocure.gov.bd). — [10, 580, 555, 617]
biwtc-intro: e-Tender is invited in the National e-Government Procurement (e-GP) Portal (http://eprocure.gov.bd) for the procurement of the following works. — [10, 935, 555, 972]
dncc-logo-icon: ✪ — [960, 1284, 1013, 1336]
